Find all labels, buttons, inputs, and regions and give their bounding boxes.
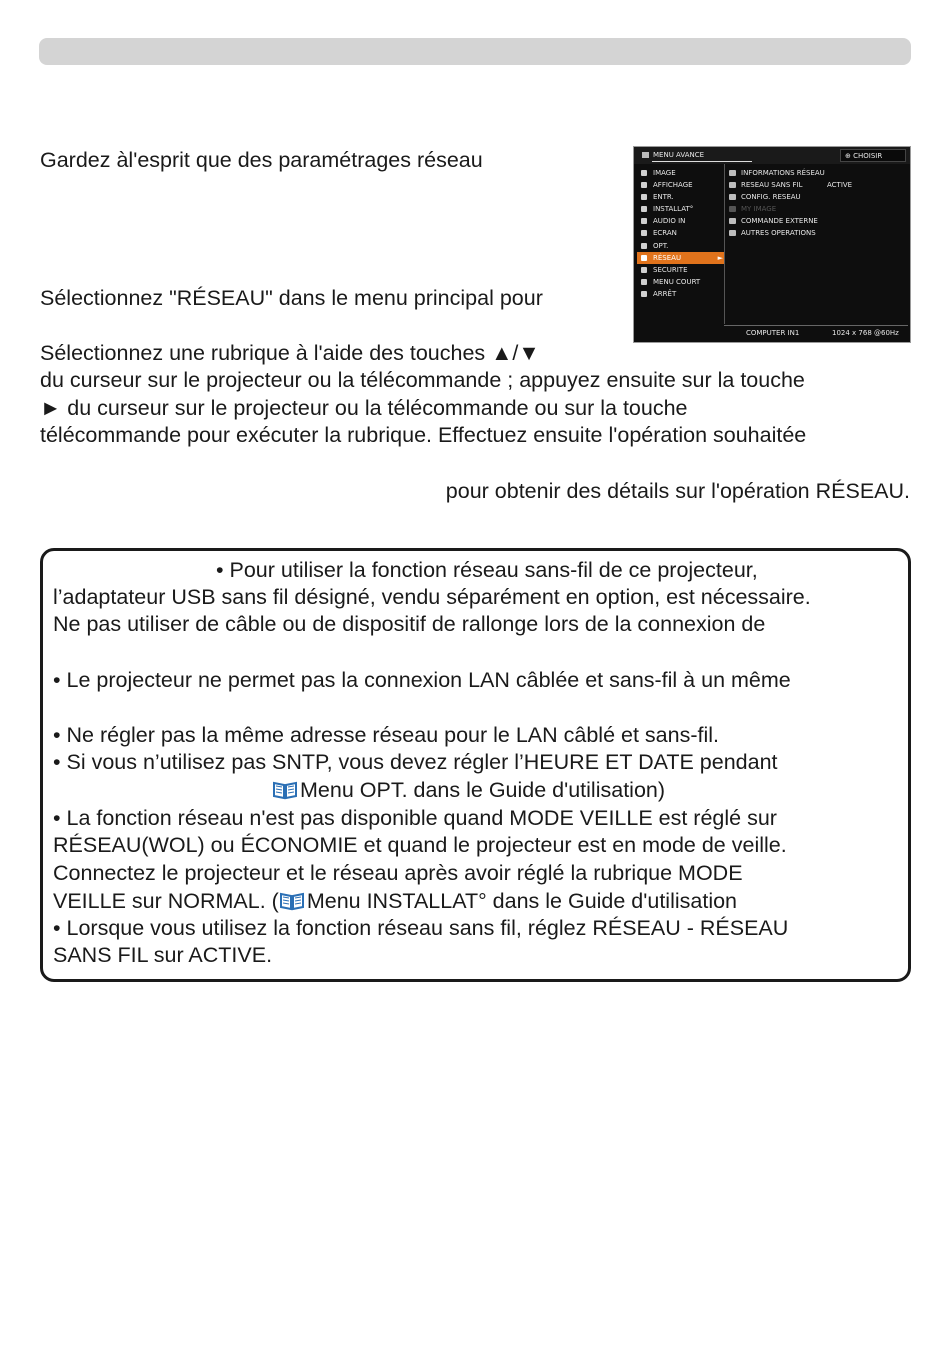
menu-item-icon [641,182,647,188]
note-line-12: Connectez le projecteur et le réseau après avoir réglé la rubrique MODE [53,861,743,885]
note-line-9-text: Menu OPT. dans le Guide d'utilisation) [300,778,666,802]
intro-line-5: ► du curseur sur le projecteur ou la télécommande ou sur la touche [40,396,688,420]
book-icon [272,780,298,800]
submenu-item[interactable] [727,191,907,203]
note-line-14: • Lorsque vous utilisez la fonction réseau sans fil, réglez RÉSEAU - RÉSEAU [53,916,789,940]
menu-item-label: OPT. [653,241,669,250]
advanced-menu-screenshot [633,146,911,343]
intro-line-2: Sélectionnez "RÉSEAU" dans le menu principal pour [40,286,543,310]
note-line-8: • Si vous n’utilisez pas SNTP, vous devez régler l’HEURE ET DATE pendant [53,750,778,774]
note-line-5: • Le projecteur ne permet pas la connexion LAN câblée et sans-fil à un même [53,668,791,692]
menu-title-text: MENU AVANCE [653,151,705,159]
submenu-item-value: ACTIVE [827,181,853,190]
menu-header [634,147,910,164]
menu-divider [724,164,725,324]
submenu-item-label: MY IMAGE [741,205,777,214]
menu-footer [724,325,908,340]
submenu-item-icon [729,230,736,236]
note-line-13-b: Menu INSTALLAT° dans le Guide d'utilisation [306,889,738,913]
intro-line-7: pour obtenir des détails sur l'opération RÉSEAU. [445,479,910,503]
menu-item[interactable] [637,191,725,203]
menu-title-underline [652,161,752,162]
submenu-item-label: AUTRES OPERATIONS [741,229,816,238]
submenu-item-icon [729,206,736,212]
menu-item[interactable] [637,252,725,264]
menu-item-label: ECRAN [653,229,677,238]
menu-item[interactable] [637,288,725,300]
menu-item-label: ENTR. [653,193,674,202]
note-line-13 [53,887,737,915]
note-line-7: • Ne régler pas la même adresse réseau pour le LAN câblé et sans-fil. [53,723,719,747]
submenu-item-icon [729,182,736,188]
menu-item-label: AFFICHAGE [653,181,693,190]
intro-line-3: Sélectionnez une rubrique à l'aide des touches ▲/▼ [40,341,540,365]
menu-item[interactable] [637,203,725,215]
menu-title [642,151,704,159]
menu-item-icon [641,267,647,273]
menu-item-icon [641,206,647,212]
menu-item-icon [641,243,647,249]
submenu-item[interactable] [727,167,907,179]
menu-item[interactable] [637,215,725,227]
note-line-13-a: VEILLE sur NORMAL. ( [53,889,279,913]
submenu-item-icon [729,218,736,224]
submenu-item-icon [729,194,736,200]
menu-item-label: MENU COURT [653,277,701,286]
submenu-item-icon [729,170,736,176]
note-line-9 [272,776,665,804]
submenu-item-label: COMMANDE EXTERNE [741,217,818,226]
submenu-item-label: CONFIG. RESEAU [741,193,801,202]
menu-icon [642,152,649,158]
menu-item-icon [641,255,647,261]
book-icon [279,891,305,911]
menu-item-label: ARRÊT [653,289,677,298]
submenu-arrow-icon: ► [717,253,723,262]
submenu-item[interactable] [727,203,907,215]
menu-item-icon [641,279,647,285]
choose-label: CHOISIR [853,152,883,160]
menu-item[interactable] [637,179,725,191]
note-line-2: l’adaptateur USB sans fil désigné, vendu séparément en option, est nécessaire. [53,585,811,609]
footer-signal: 1024 x 768 @60Hz [832,329,899,337]
submenu-item[interactable] [727,215,907,227]
menu-item-icon [641,218,647,224]
note-line-1: • Pour utiliser la fonction réseau sans-fil de ce projecteur, [216,558,758,582]
intro-line-4: du curseur sur le projecteur ou la télécommande ; appuyez ensuite sur la touche [40,368,805,392]
intro-line-1: Gardez àl'esprit que des paramétrages réseau [40,148,483,172]
menu-item[interactable] [637,240,725,252]
submenu-item[interactable] [727,179,907,191]
menu-item-label: IMAGE [653,169,676,177]
menu-item[interactable] [637,264,725,276]
menu-item-icon [641,291,647,297]
menu-item-label: SECURITE [653,265,688,274]
menu-item-icon [641,194,647,200]
menu-right-list [727,167,907,240]
menu-left-list [637,167,725,300]
menu-item[interactable] [637,167,725,179]
menu-item-icon [641,170,647,176]
header-bar [39,38,911,65]
menu-item-icon [641,230,647,236]
submenu-item-label: RESEAU SANS FIL [741,181,803,190]
note-line-11: RÉSEAU(WOL) ou ÉCONOMIE et quand le projecteur est en mode de veille. [53,833,787,857]
submenu-item-label: INFORMATIONS RÉSEAU [741,169,825,177]
menu-item[interactable] [637,227,725,239]
intro-line-6: télécommande pour exécuter la rubrique. Effectuez ensuite l'opération souhaitée [40,423,807,447]
menu-item[interactable] [637,276,725,288]
menu-item-label: RÉSEAU [653,253,682,262]
note-line-10: • La fonction réseau n'est pas disponible quand MODE VEILLE est réglé sur [53,806,777,830]
footer-input: COMPUTER IN1 [746,329,800,337]
choose-hint: ⊕ CHOISIR [840,149,906,162]
menu-item-label: AUDIO IN [653,217,686,226]
note-line-15: SANS FIL sur ACTIVE. [53,943,273,967]
submenu-item[interactable] [727,227,907,239]
note-line-3: Ne pas utiliser de câble ou de dispositif de rallonge lors de la connexion de [53,612,766,636]
menu-item-label: INSTALLAT° [653,205,694,214]
